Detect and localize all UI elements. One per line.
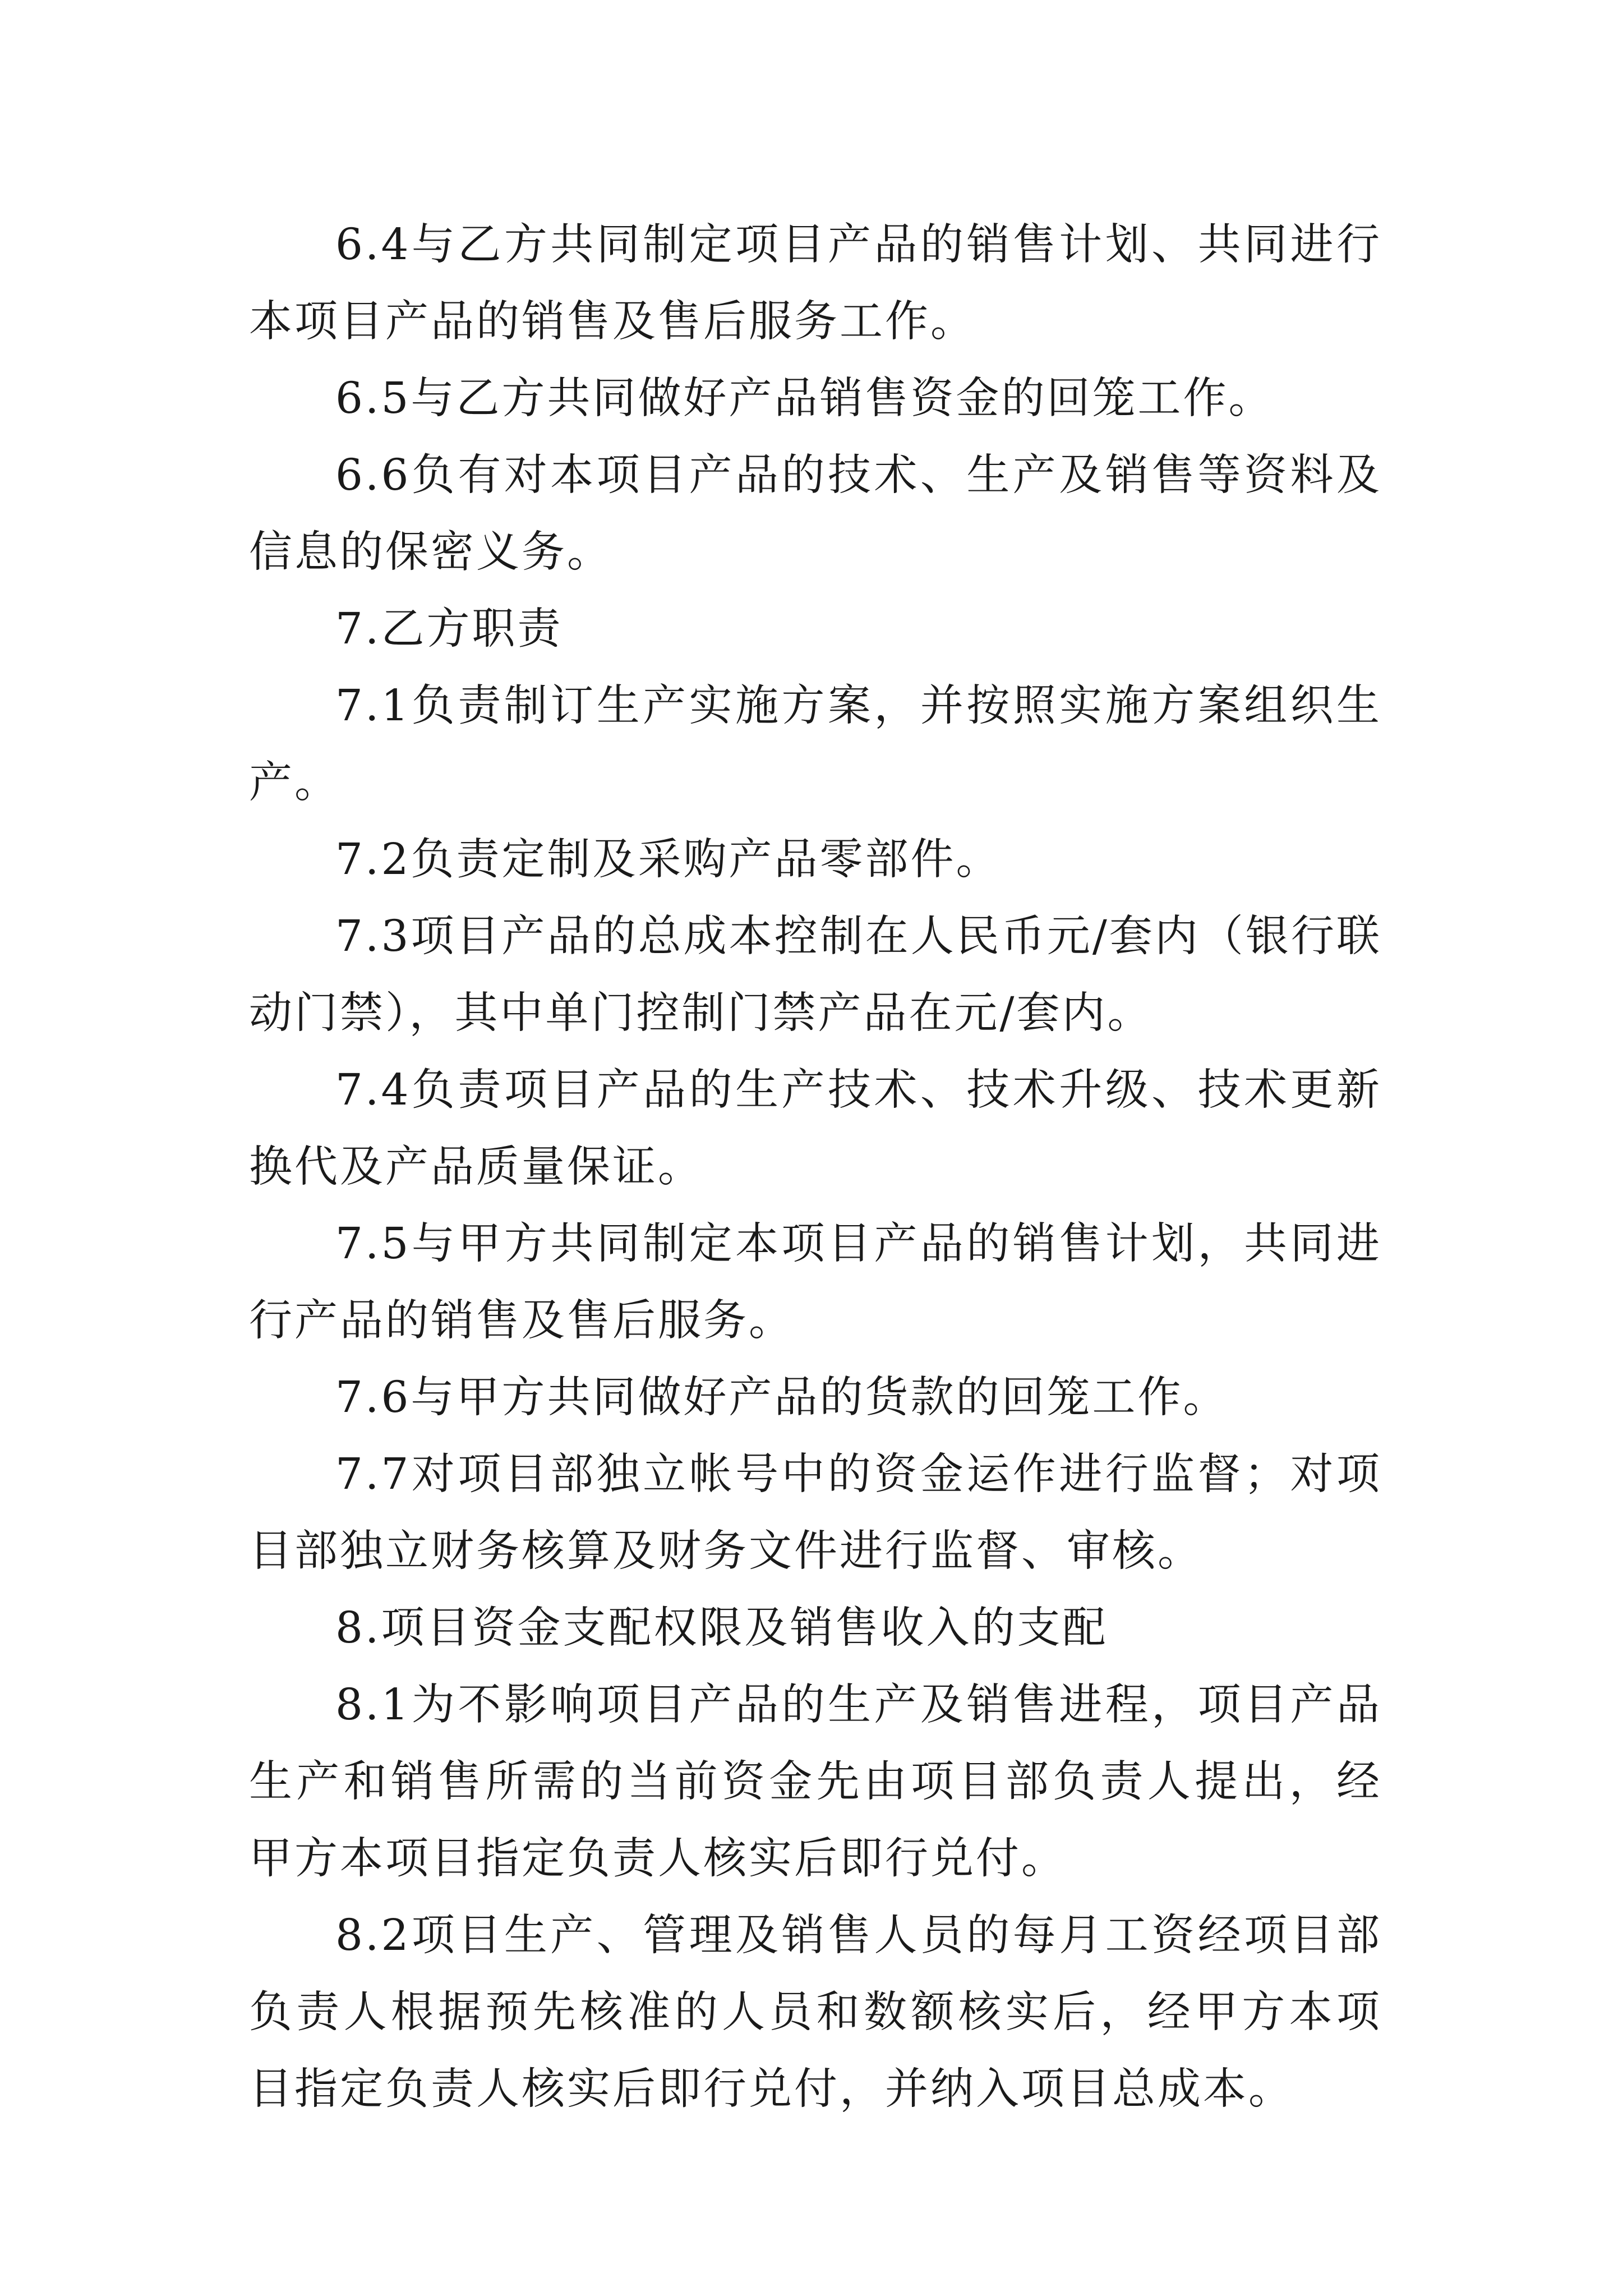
paragraph-7-4: 7.4负责项目产品的生产技术、技术升级、技术更新换代及产品质量保证。 [249,1065,1382,1192]
document-body [249,206,1382,2128]
paragraph-8-2: 8.2项目生产、管理及销售人员的每月工资经项目部负责人根据预先核准的人员和数额核实后，经甲方本项目指定负责人核实后即行兑付，并纳入项目总成本。 [249,1911,1382,2114]
paragraph-6-6: 6.6负有对本项目产品的技术、生产及销售等资料及信息的保密义务。 [249,450,1382,577]
paragraph-7-1: 7.1负责制订生产实施方案，并按照实施方案组织生产。 [249,681,1382,808]
paragraph-6-4: 6.4与乙方共同制定项目产品的销售计划、共同进行本项目产品的销售及售后服务工作。 [249,220,1382,347]
paragraph-6-5: 6.5与乙方共同做好产品销售资金的回笼工作。 [335,374,1274,424]
section-heading-8: 8.项目资金支配权限及销售收入的支配 [335,1603,1108,1653]
paragraph-7-6: 7.6与甲方共同做好产品的货款的回笼工作。 [335,1373,1229,1423]
paragraph-7-3: 7.3项目产品的总成本控制在人民币元/套内（银行联动门禁），其中单门控制门禁产品在元/套内。 [249,912,1382,1038]
paragraph-7-2: 7.2负责定制及采购产品零部件。 [335,835,1002,885]
paragraph-7-7: 7.7对项目部独立帐号中的资金运作进行监督；对项目部独立财务核算及财务文件进行监督、审核。 [249,1450,1382,1576]
paragraph-8-1: 8.1为不影响项目产品的生产及销售进程，项目产品生产和销售所需的当前资金先由项目部负责人提出，经甲方本项目指定负责人核实后即行兑付。 [249,1680,1382,1884]
paragraph-7-5: 7.5与甲方共同制定本项目产品的销售计划，共同进行产品的销售及售后服务。 [249,1219,1382,1346]
section-heading-7: 7.乙方职责 [335,604,563,654]
